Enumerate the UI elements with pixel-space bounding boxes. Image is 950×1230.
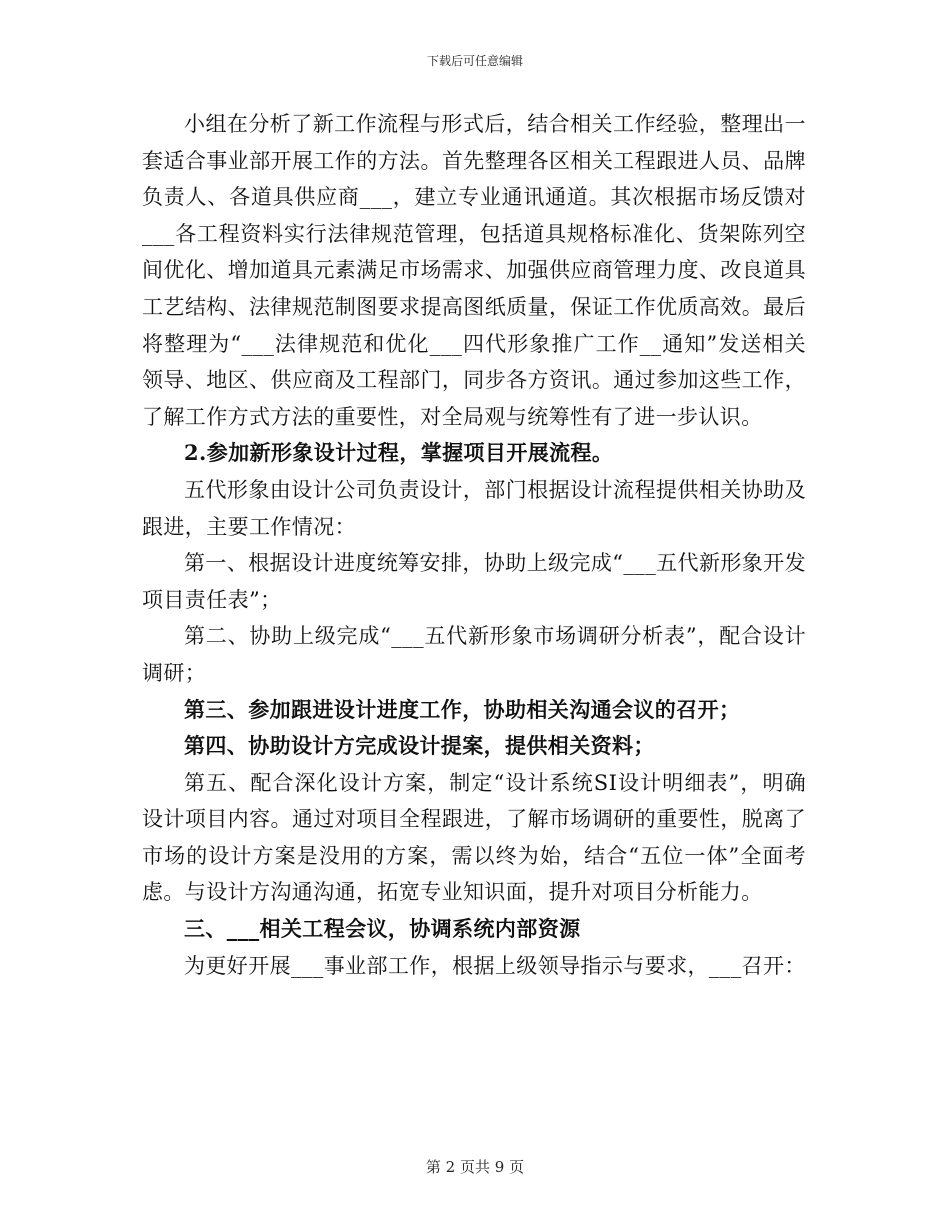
page-footer: 第 2 页共 9 页 (425, 1158, 525, 1176)
document-body (142, 106, 806, 984)
section-heading-2: 2.参加新形象设计过程，掌握项目开展流程。 (184, 440, 614, 466)
section-heading-3: 三、___相关工程会议，协调系统内部资源 (184, 916, 581, 942)
list-item-second: 第二、协助上级完成“___五代新形象市场调研分析表”，配合设计调研； (142, 624, 806, 685)
list-item-first: 第一、根据设计进度统筹安排，协助上级完成“___五代新形象开发项目责任表”； (142, 551, 806, 612)
list-item-fifth: 第五、配合深化设计方案，制定“设计系统SI设计明细表”，明确设计项目内容。通过对项目全程跟进，了解市场调研的重要性，脱离了市场的设计方案是没用的方案，需以终为始，结合“五位一体”全面考虑。与设计方沟通沟通，拓宽专业知识面，提升对项目分析能力。 (142, 770, 806, 905)
paragraph-10: 为更好开展___事业部工作，根据上级领导指示与要求，___召开： (184, 953, 806, 978)
paragraph-3: 五代形象由设计公司负责设计，部门根据设计流程提供相关协助及跟进，主要工作情况： (142, 477, 806, 539)
list-item-fourth: 第四、协助设计方完成设计提案，提供相关资料； (184, 733, 655, 759)
page-header: 下载后可任意编辑 (426, 54, 523, 68)
list-item-third: 第三、参加跟进设计进度工作，协助相关沟通会议的召开； (184, 696, 741, 722)
paragraph-1: 小组在分析了新工作流程与形式后，结合相关工作经验，整理出一套适合事业部开展工作的方法。首先整理各区相关工程跟进人员、品牌负责人、各道具供应商___，建立专业通讯通道。其次根据市场反馈对___各工程资料实行法律规范管理，包括道具规格标准化、货架陈列空间优化、增加道具元素满足市场需求、加强供应商管理力度、改良道具工艺结构、法律规范制图要求提高图纸质量，保证工作优质高效。最后将整理为“___法律规范和优化___四代形象推广工作__通知”发送相关领导、地区、供应商及工程部门，同步各方资讯。通过参加这些工作，了解工作方式方法的重要性，对全局观与统筹性有了进一步认识。 (142, 112, 806, 429)
